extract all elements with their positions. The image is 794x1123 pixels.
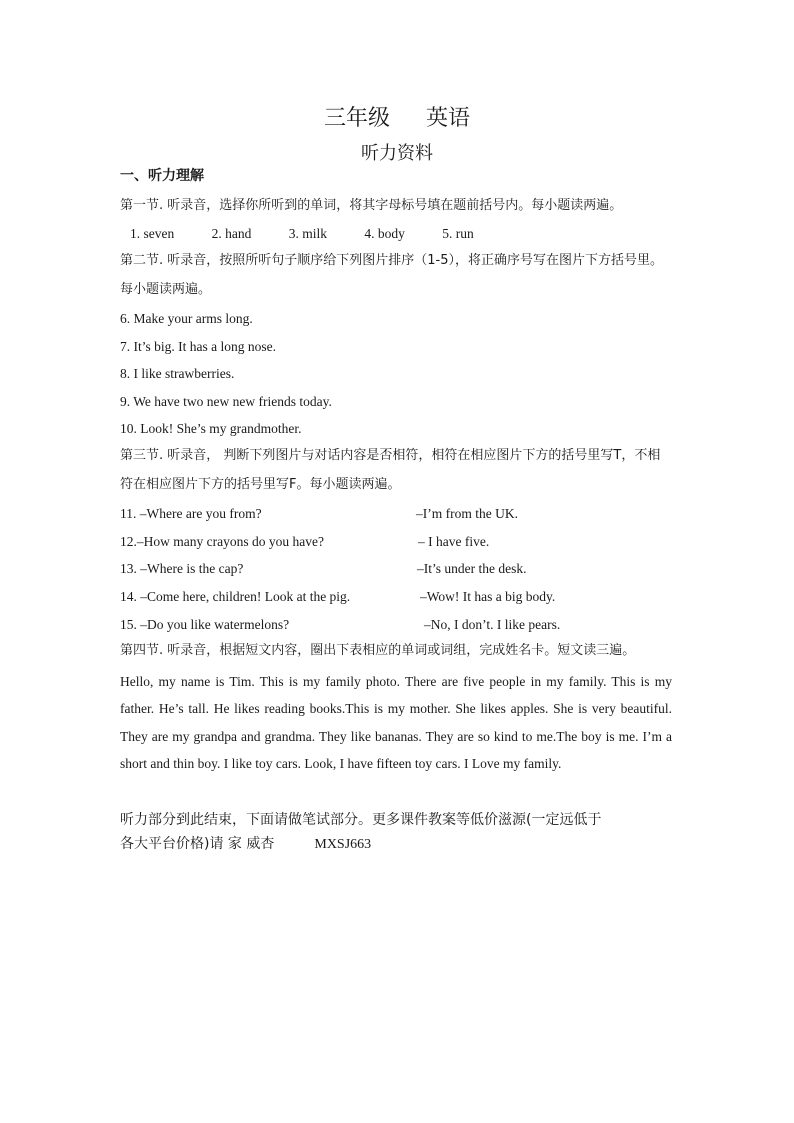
dialogue-question: 13. –Where is the cap? (120, 561, 244, 576)
footer-line2 (120, 832, 680, 857)
sentence-item: 10. Look! She’s my grandmother. (120, 421, 302, 436)
page-subtitle: 听力资料 (361, 143, 433, 164)
dialogue-answer: –It’s under the desk. (417, 561, 527, 576)
dialogue-answer: –No, I don’t. I like pears. (424, 617, 561, 632)
title-grade: 三年级 (323, 106, 390, 131)
title-subject: 英语 (426, 106, 471, 131)
footer-code: MXSJ663 (314, 837, 372, 852)
word-item: 5. run (442, 226, 474, 241)
footer-line2-text: 各大平台价格)请 家 威杏 (120, 836, 275, 852)
word-item: 1. seven (130, 226, 175, 241)
part-heading: 一、听力理解 (120, 168, 204, 184)
sentence-item: 9. We have two new new friends today. (120, 394, 332, 409)
section2-instruction-line2: 每小题读两遍。 (120, 282, 212, 297)
dialogue-answer: – I have five. (418, 534, 490, 549)
sentence-item: 7. It’s big. It has a long nose. (120, 339, 276, 354)
section1-word-list (130, 224, 508, 244)
dialogue-question: 11. –Where are you from? (120, 506, 262, 521)
section3-instruction-line1: 第三节. 听录音， 判断下列图片与对话内容是否相符，相符在相应图片下方的括号里写T，不相 (120, 448, 661, 463)
sentence-item: 8. I like strawberries. (120, 366, 235, 381)
word-item: 2. hand (211, 226, 252, 241)
section2-instruction-line1: 第二节. 听录音，按照所听句子顺序给下列图片排序（1-5），将正确序号写在图片下方括号里。 (120, 253, 663, 268)
page-title (120, 104, 674, 134)
word-item: 4. body (364, 226, 405, 241)
dialogue-question: 15. –Do you like watermelons? (120, 617, 290, 632)
dialogue-question: 14. –Come here, children! Look at the pig. (120, 589, 351, 604)
footer-note (120, 808, 680, 857)
word-item: 3. milk (288, 226, 328, 241)
section1-instruction: 第一节. 听录音，选择你所听到的单词，将其字母标号填在题前括号内。每小题读两遍。 (120, 198, 623, 213)
footer-line1: 听力部分到此结束，下面请做笔试部分。更多课件教案等低价滋源(一定远低于 (120, 812, 602, 828)
dialogue-question: 12.–How many crayons do you have? (120, 534, 324, 549)
listening-passage: Hello, my name is Tim. This is my family photo. There are five people in my family. This is my father. He’s tall. He likes reading books.This is my mother. She likes apples. She is very beautiful. They are my grandpa and grandma. They like bananas. They are so kind to me.The boy is me. I’m a short and thin boy. I like toy cars. Look, I have fifteen toy cars. I Love my family. (120, 674, 672, 772)
section3-instruction-line2: 符在相应图片下方的括号里写F。每小题读两遍。 (120, 477, 401, 492)
section4-instruction: 第四节. 听录音，根据短文内容，圈出下表相应的单词或词组，完成姓名卡。短文读三遍。 (120, 643, 636, 658)
dialogue-answer: –Wow! It has a big body. (420, 589, 556, 604)
sentence-item: 6. Make your arms long. (120, 311, 253, 326)
dialogue-answer: –I’m from the UK. (416, 506, 518, 521)
